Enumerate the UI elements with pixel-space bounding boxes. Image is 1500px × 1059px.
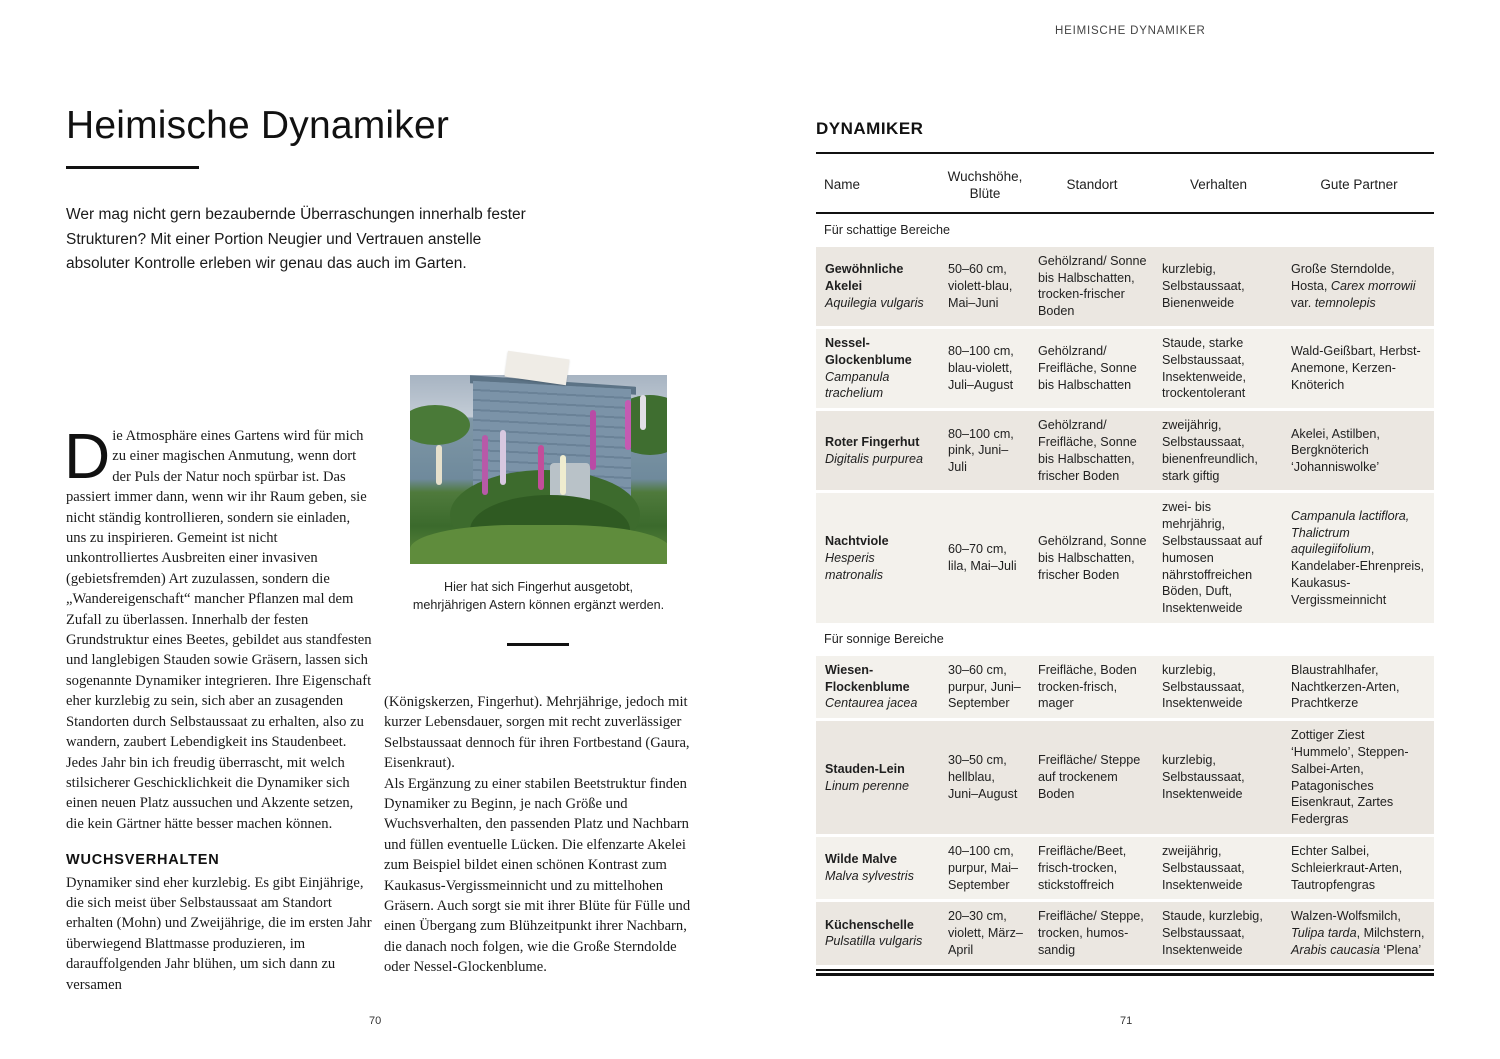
table-row xyxy=(816,721,1434,834)
cell-behavior: kurzlebig, Selbstaussaat, Bienenweide xyxy=(1153,247,1282,326)
cell-location: Gehölzrand/ Freifläche, Sonne bis Halbschatten, frischer Boden xyxy=(1029,411,1153,490)
cell-name xyxy=(816,411,939,490)
cell-behavior: zwei- bis mehrjährig, Selbstaussaat auf humosen nährstoffreichen Böden, Duft, Insektenweide xyxy=(1153,493,1282,623)
page-number: 70 xyxy=(369,1015,382,1027)
body-paragraph: Dynamiker sind eher kurzlebig. Es gibt Einjährige, die sich meist über Selbstaussaat am Standort erhalten (Mohn) und Zweijährige, die im ersten Jahr überwiegend Blattmasse produzieren, im darauffolgenden Jahr blühen, um sich dann zu versamen xyxy=(66,874,372,993)
dynamiker-table xyxy=(816,152,1434,976)
cell-behavior: kurzlebig, Selbstaussaat, Insektenweide xyxy=(1153,656,1282,718)
cell-name xyxy=(816,656,939,718)
title-rule xyxy=(66,166,199,169)
plant-common-name: Roter Fingerhut xyxy=(825,434,920,449)
cell-height-bloom: 80–100 cm, pink, Juni–Juli xyxy=(939,411,1029,490)
cell-location: Gehölzrand/ Sonne bis Halbschatten, trocken-frischer Boden xyxy=(1029,247,1153,326)
running-head: HEIMISCHE DYNAMIKER xyxy=(1055,25,1206,37)
cell-partners: Campanula lactiflora, Thalictrum aquilegiifolium, Kandelaber-Ehrenpreis, Kaukasus-Vergissmeinnicht xyxy=(1282,493,1434,623)
cell-name xyxy=(816,493,939,623)
table-row xyxy=(816,902,1434,964)
right-page xyxy=(750,0,1500,1059)
chapter-title: Heimische Dynamiker xyxy=(66,104,450,147)
column-header-height-bloom: Wuchshöhe, Blüte xyxy=(939,157,1029,214)
cell-location: Gehölzrand/ Freifläche, Sonne bis Halbschatten xyxy=(1029,329,1153,408)
lead-paragraph-text: ie Atmosphäre eines Gartens wird für mich zu einer magischen Anmutung, wenn dort der Puls der Natur noch spürbar ist. Das passiert immer dann, wenn wir ihr Raum geben, sie nicht ständig kontrollieren, sondern sie einladen, uns zu inspirieren. Gemeint ist nicht unkontrolliertes Ausbreiten einer invasiven (gebietsfremden) Art zuzulassen, sondern die „Wandereigenschaft“ mancher Pflanzen mal dem Zufall zu überlassen. Innerhalb der festen Grundstruktur eines Beetes, gebildet aus standfesten und langlebigen Stauden sowie Gräsern, lassen sich sogenannte Dynamiker integrieren. Ihre Eigenschaft eher kurzlebig zu sein, sich aber an zusagenden Standorten durch Selbstaussaat zu erhalten, also zu wandern, zaubert Lebendigkeit ins Staudenbeet. xyxy=(66,428,372,751)
table-row xyxy=(816,837,1434,899)
table-bottom-rule xyxy=(816,969,1434,971)
table-row xyxy=(816,247,1434,326)
table-row xyxy=(816,656,1434,718)
cell-name xyxy=(816,902,939,964)
cell-location: Freifläche, Boden trocken-frisch, mager xyxy=(1029,656,1153,718)
plant-table xyxy=(816,154,1434,968)
plant-common-name: Stauden-Lein xyxy=(825,761,905,776)
photo-caption: Hier hat sich Fingerhut ausgetobt, mehrjährigen Astern können ergänzt werden. xyxy=(412,580,665,612)
plant-common-name: Wiesen-Flockenblume xyxy=(825,662,910,694)
section-heading: WUCHSVERHALTEN xyxy=(66,852,220,869)
column-header-name: Name xyxy=(816,157,939,214)
cell-location: Freifläche/ Steppe, trocken, humos-sandig xyxy=(1029,902,1153,964)
table-bottom-rule-thick xyxy=(816,973,1434,976)
cell-behavior: Staude, starke Selbstaussaat, Insektenweide, trockentolerant xyxy=(1153,329,1282,408)
plant-latin-name: Malva sylvestris xyxy=(825,869,914,884)
cell-behavior: zweijährig, Selbstaussaat, bienenfreundlich, stark giftig xyxy=(1153,411,1282,490)
cell-behavior: kurzlebig, Selbstaussaat, Insektenweide xyxy=(1153,721,1282,834)
drop-cap: D xyxy=(64,420,111,492)
cell-behavior: zweijährig, Selbstaussaat, Insektenweide xyxy=(1153,837,1282,899)
garden-photo xyxy=(410,375,667,564)
body-column-1 xyxy=(66,388,372,995)
table-title: DYNAMIKER xyxy=(816,119,924,138)
plant-common-name: Nachtviole xyxy=(825,533,889,548)
cell-location: Freifläche/Beet, frisch-trocken, stickstoffreich xyxy=(1029,837,1153,899)
cell-partners: Große Sterndolde, Hosta, Carex morrowii var. temnolepis xyxy=(1282,247,1434,326)
plant-latin-name: Pulsatilla vulgaris xyxy=(825,934,923,949)
cell-name xyxy=(816,329,939,408)
cell-partners: Zottiger Ziest ‘Hummelo’, Steppen-Salbei-Arten, Patagonisches Eisenkraut, Zartes Federgras xyxy=(1282,721,1434,834)
page-number: 71 xyxy=(1120,1015,1133,1027)
cell-height-bloom: 50–60 cm, violett-blau, Mai–Juni xyxy=(939,247,1029,326)
plant-common-name: Gewöhnliche Akelei xyxy=(825,262,904,293)
group-header-row xyxy=(816,626,1434,653)
body-paragraph: (Königskerzen, Fingerhut). Mehrjährige, jedoch mit kurzer Lebensdauer, sorgen mit recht zuverlässiger Selbstaussaat dennoch für ihren Fortbestand (Gaura, Eisenkraut). xyxy=(384,694,690,772)
cell-partners: Wald-Geißbart, Herbst-Anemone, Kerzen-Knöterich xyxy=(1282,329,1434,408)
plant-common-name: Wilde Malve xyxy=(825,852,897,867)
body-paragraph: Jedes Jahr bin ich freudig überrascht, mit welch stilsicherer Geschicklichkeit die Dynamiker sich einen neuen Platz aussuchen und Akzente setzen, die kein Gärtner hätte besser machen können. xyxy=(66,754,354,832)
cell-height-bloom: 60–70 cm, lila, Mai–Juli xyxy=(939,493,1029,623)
group-header-row xyxy=(816,217,1434,244)
table-header-row xyxy=(816,157,1434,214)
group-label: Für sonnige Bereiche xyxy=(816,626,1434,653)
cell-name xyxy=(816,837,939,899)
cell-location: Freifläche/ Steppe auf trockenem Boden xyxy=(1029,721,1153,834)
cell-name xyxy=(816,721,939,834)
plant-latin-name: Centaurea jacea xyxy=(825,696,918,711)
cell-partners: Walzen-Wolfsmilch, Tulipa tarda, Milchstern, Arabis caucasia ‘Plena’ xyxy=(1282,902,1434,964)
cell-location: Gehölzrand, Sonne bis Halbschatten, frischer Boden xyxy=(1029,493,1153,623)
table-row xyxy=(816,411,1434,490)
body-column-2 xyxy=(384,692,694,978)
plant-common-name: Nessel-Glockenblume xyxy=(825,335,912,367)
plant-latin-name: Linum perenne xyxy=(825,778,910,793)
cell-behavior: Staude, kurzlebig, Selbstaussaat, Insektenweide xyxy=(1153,902,1282,964)
cell-height-bloom: 30–60 cm, purpur, Juni–September xyxy=(939,656,1029,718)
table-row xyxy=(816,329,1434,408)
group-label: Für schattige Bereiche xyxy=(816,217,1434,244)
cell-partners: Akelei, Astilben, Bergknöterich ‘Johanniswolke’ xyxy=(1282,411,1434,490)
column-header-behavior: Verhalten xyxy=(1153,157,1282,214)
column-header-location: Standort xyxy=(1029,157,1153,214)
table-body xyxy=(816,217,1434,965)
cell-partners: Blaustrahlhafer, Nachtkerzen-Arten, Prachtkerze xyxy=(1282,656,1434,718)
table-row xyxy=(816,493,1434,623)
cell-name xyxy=(816,247,939,326)
plant-latin-name: Digitalis purpurea xyxy=(825,451,924,466)
cell-height-bloom: 20–30 cm, violett, März–April xyxy=(939,902,1029,964)
intro-text: Wer mag nicht gern bezaubernde Überraschungen innerhalb fester Strukturen? Mit einer Portion Neugier und Vertrauen anstelle absoluter Kontrolle erleben wir genau das auch im Garten. xyxy=(66,206,526,272)
cell-height-bloom: 80–100 cm, blau-violett, Juli–August xyxy=(939,329,1029,408)
plant-common-name: Küchenschelle xyxy=(825,917,914,932)
lead-paragraph xyxy=(66,388,372,753)
caption-rule xyxy=(507,643,569,646)
plant-latin-name: Campanula trachelium xyxy=(825,369,890,401)
cell-height-bloom: 30–50 cm, hellblau, Juni–August xyxy=(939,721,1029,834)
cell-partners: Echter Salbei, Schleierkraut-Arten, Tautropfengras xyxy=(1282,837,1434,899)
column-header-partners: Gute Partner xyxy=(1282,157,1434,214)
cell-height-bloom: 40–100 cm, purpur, Mai–September xyxy=(939,837,1029,899)
plant-latin-name: Hesperis matronalis xyxy=(825,550,884,582)
body-paragraph: Als Ergänzung zu einer stabilen Beetstruktur finden Dynamiker zu Beginn, je nach Größe und Wuchsverhalten, den passenden Platz und Nachbarn und füllen eventuelle Lücken. Die elfenzarte Akelei zum Beispiel bildet einen schönen Kontrast zum Kaukasus-Vergissmeinnicht und zu mittelhohen Gräsern. Auch sorgt sie mit ihrer Blüte für Fülle und einen Übergang zum Blühzeitpunkt ihrer Nachbarn, die danach noch folgen, wie die Große Sterndolde oder Nessel-Glockenblume. xyxy=(384,775,691,976)
plant-latin-name: Aquilegia vulgaris xyxy=(825,295,924,310)
